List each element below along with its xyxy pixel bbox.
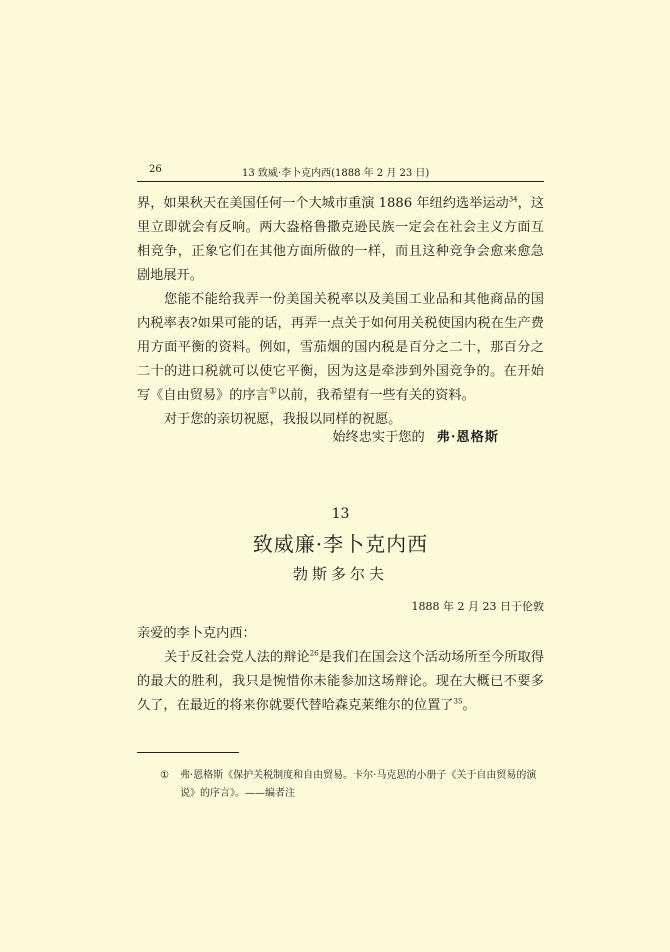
paragraph [137,192,544,288]
footnote-divider [137,752,239,753]
text-span: 关于反社会党人法的辩论 [164,650,310,665]
letter-body [137,622,544,718]
text-span: 以前，我希望有一些有关的资料。 [276,388,475,403]
letter-recipient-place: 勃斯多尔夫 [292,565,388,583]
text-span: 是我们在国会这个活动场所至今所取得的最大的胜利，我只是惋惜你未能参加这场辩论。现在大概已不要多久了，在最近的将来你就要代替哈森克莱维尔的位置了 [137,650,544,713]
letter-number: 13 [331,506,350,522]
footnote [160,767,548,803]
signature: 弗·恩格斯 [436,430,499,445]
paragraph [137,288,544,408]
text-span: ，这里立即就会有反响。两大盎格鲁撒克逊民族一定会在社会主义方面互相竞争，正象它们在其他方面所做的一样，而且这种竞争会愈来愈急剧地展开。 [137,196,545,283]
reference-note: 26 [309,649,319,658]
reference-note: 34 [508,195,518,204]
text-span: 。 [462,698,476,713]
text-span: 您能不能给我弄一份美国关税率以及美国工业品和其他商品的国内税率表?如果可能的话，再弄一点关于如何用关税使国内税在生产费用方面平衡的资料。例如，雪茄烟的国内税是百分之二十，那百分之二十的进口税就可以使它平衡，因为这是牵涉到外国竞争的。在开始写《自由贸易》的序言 [137,292,544,403]
page-number: 26 [149,164,162,175]
footnote-mark: ① [160,770,169,781]
salutation: 亲爱的李卜克内西： [137,626,256,641]
footnote-text: 弗·恩格斯《保护关税制度和自由贸易。卡尔·马克思的小册子《关于自由贸易的演说》的序言》。——编者注 [180,770,537,799]
previous-letter-body [137,192,544,432]
paragraph [137,646,544,718]
text-span: 界，如果秋天在美国任何一个大城市重演 1886 年纽约选举运动 [137,196,509,211]
running-title: 13 致威·李卜克内西(1888 年 2 月 23 日) [242,168,430,179]
dateline: 1888 年 2 月 23 日于伦敦 [411,600,544,613]
running-header [137,161,544,182]
paragraph: 对于您的亲切祝愿，我报以同样的祝愿。 [164,412,402,427]
closing-text: 始终忠实于您的 [332,430,425,445]
letter-title: 致威廉·李卜克内西 [252,532,429,556]
footnote-marker: ① [268,386,277,397]
closing-line [137,426,544,450]
reference-note: 35 [453,697,463,706]
